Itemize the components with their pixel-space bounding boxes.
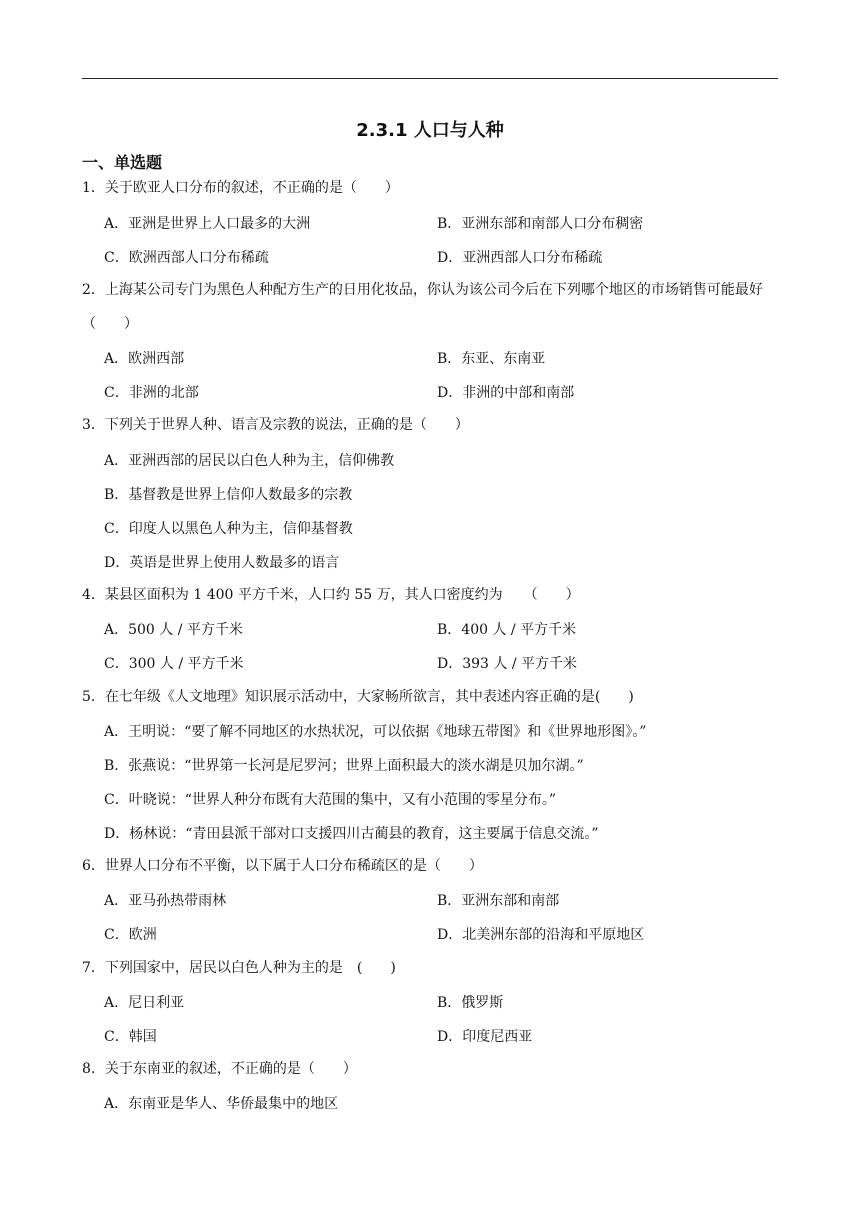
option-c: C．欧洲西部人口分布稀疏 bbox=[104, 250, 269, 266]
option-b: B．张燕说：“世界第一长河是尼罗河；世界上面积最大的淡水湖是贝加尔湖。” bbox=[104, 758, 584, 774]
option-b: B．俄罗斯 bbox=[437, 995, 504, 1011]
question-stem: 3．下列关于世界人种、语言及宗教的说法，正确的是（ ） bbox=[82, 417, 469, 433]
option-a: A．东南亚是华人、华侨最集中的地区 bbox=[104, 1096, 339, 1112]
option-a: A．亚洲是世界上人口最多的大洲 bbox=[104, 216, 311, 232]
question-stem: 5．在七年级《人文地理》知识展示活动中，大家畅所欲言，其中表述内容正确的是( ) bbox=[82, 689, 634, 705]
page-title: 2.3.1 人口与人种 bbox=[356, 120, 504, 141]
option-d: D．英语是世界上使用人数最多的语言 bbox=[104, 555, 340, 571]
option-a: A．欧洲西部 bbox=[104, 351, 185, 367]
option-a: A．500 人 / 平方千米 bbox=[104, 622, 243, 638]
option-b: B．400 人 / 平方千米 bbox=[437, 622, 577, 638]
option-d: D．非洲的中部和南部 bbox=[437, 385, 575, 401]
option-c: C．韩国 bbox=[104, 1029, 157, 1045]
option-c: C．印度人以黑色人种为主，信仰基督教 bbox=[104, 521, 353, 537]
option-a: A．尼日利亚 bbox=[104, 995, 185, 1011]
option-a: A．亚洲西部的居民以白色人种为主，信仰佛教 bbox=[104, 453, 395, 469]
option-c: C．叶晓说：“世界人种分布既有大范围的集中，又有小范围的零星分布。” bbox=[104, 792, 557, 808]
question-stem: 8．关于东南亚的叙述，不正确的是（ ） bbox=[82, 1061, 357, 1077]
section-heading: 一、单选题 bbox=[82, 153, 163, 172]
option-b: B．亚洲东部和南部 bbox=[437, 893, 560, 909]
question-stem: 2．上海某公司专门为黑色人种配方生产的日用化妆品，你认为该公司今后在下列哪个地区的市场销售可能最好（ ） bbox=[82, 282, 763, 332]
option-d: D．杨林说：“青田县派干部对口支援四川古蔺县的教育，这主要属于信息交流。” bbox=[104, 826, 599, 842]
question-stem: 1．关于欧亚人口分布的叙述，不正确的是（ ） bbox=[82, 180, 399, 196]
option-d: D．印度尼西亚 bbox=[437, 1029, 533, 1045]
option-a: A．亚马孙热带雨林 bbox=[104, 893, 227, 909]
option-b: B．东亚、东南亚 bbox=[437, 351, 546, 367]
option-d: D．393 人 / 平方千米 bbox=[437, 656, 578, 672]
option-c: C．非洲的北部 bbox=[104, 385, 199, 401]
option-b: B．基督教是世界上信仰人数最多的宗教 bbox=[104, 487, 353, 503]
question-stem: 4．某县区面积为 1 400 平方千米，人口约 55 万，其人口密度约为 （ ） bbox=[82, 587, 580, 603]
option-d: D．北美洲东部的沿海和平原地区 bbox=[437, 927, 645, 943]
header-rule bbox=[82, 78, 778, 79]
option-b: B．亚洲东部和南部人口分布稠密 bbox=[437, 216, 644, 232]
option-c: C．300 人 / 平方千米 bbox=[104, 656, 244, 672]
question-stem: 6．世界人口分布不平衡，以下属于人口分布稀疏区的是（ ） bbox=[82, 858, 483, 874]
option-a: A．王明说：“要了解不同地区的水热状况，可以依据《地球五带图》和《世界地形图》。” bbox=[104, 724, 647, 740]
option-c: C．欧洲 bbox=[104, 927, 157, 943]
option-d: D．亚洲西部人口分布稀疏 bbox=[437, 250, 603, 266]
question-stem: 7．下列国家中，居民以白色人种为主的是 ( ) bbox=[82, 960, 396, 976]
